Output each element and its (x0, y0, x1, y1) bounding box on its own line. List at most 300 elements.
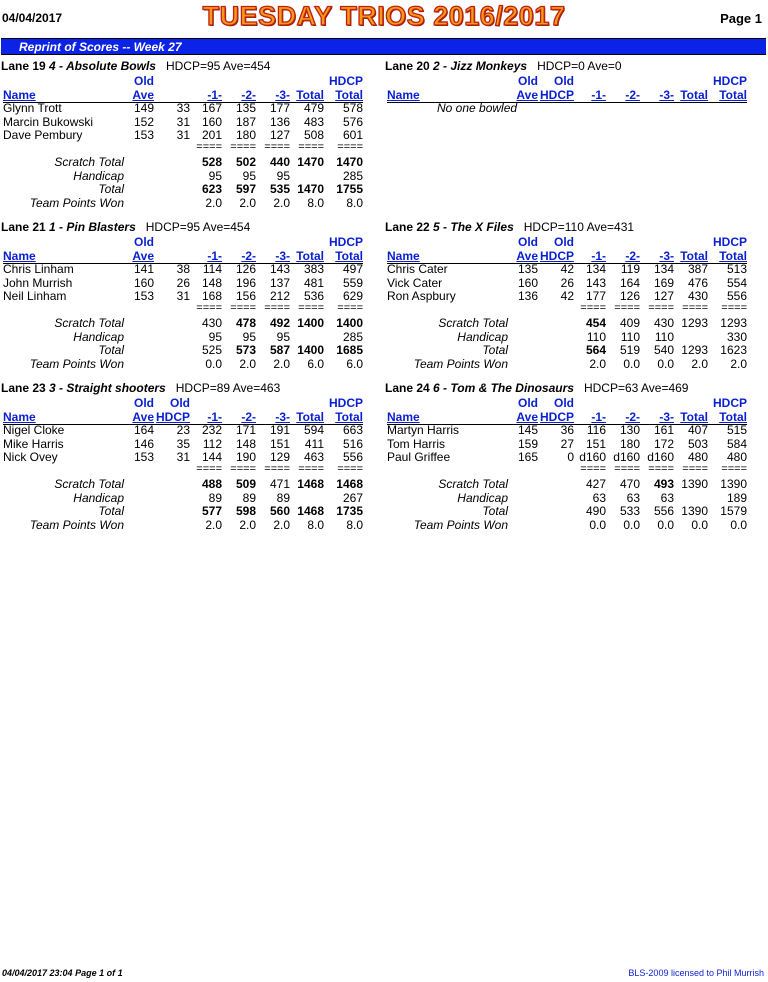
player-game1: 201 (201, 128, 222, 143)
double-rule: ==== (264, 463, 290, 475)
team-points-won-g2: 2.0 (239, 518, 256, 532)
player-name: Vick Cater (387, 275, 443, 290)
grand-total-label: Total (98, 182, 124, 196)
player-old-ave: 165 (517, 450, 538, 465)
double-rule: ==== (264, 302, 290, 314)
col-total-header: Total (296, 410, 324, 424)
grand-total-htotal: 1735 (336, 504, 363, 518)
grand-total-htotal: 1579 (720, 504, 747, 518)
player-game1: d160 (579, 450, 606, 465)
handicap-row-label: Handicap (457, 491, 508, 505)
team-points-won-g3: 2.0 (273, 518, 290, 532)
col-game3-header: -3- (275, 410, 290, 424)
team-points-won-g3: 2.0 (273, 357, 290, 371)
player-game3: 161 (653, 423, 674, 437)
col-game2-header: -2- (625, 410, 640, 424)
grand-total-total: 1293 (681, 343, 708, 357)
col-ave-header: Ave (132, 410, 154, 424)
player-old-hdcp: 31 (176, 450, 190, 465)
handicap-row-g3: 89 (276, 491, 290, 505)
player-name: Marcin Bukowski (3, 114, 94, 129)
col-total-header: Total (680, 88, 708, 102)
player-game1: 112 (202, 436, 222, 451)
grand-total-g1: 623 (201, 182, 222, 196)
team-name: 2 - Jizz Monkeys (433, 59, 528, 73)
player-hdcp-total: 515 (726, 423, 747, 437)
col-game2-header: -2- (625, 88, 640, 102)
player-name: Paul Griffee (387, 450, 451, 465)
footer-timestamp: 04/04/2017 23:04 Page 1 of 1 (2, 968, 123, 978)
col-ave-header: Ave (132, 88, 154, 102)
double-rule: ==== (580, 463, 606, 475)
grand-total-g3: 560 (269, 504, 290, 518)
scratch-total-total: 1293 (681, 316, 708, 330)
lane-block (1, 220, 381, 380)
player-game1: 168 (201, 289, 222, 304)
handicap-row-htotal: 285 (342, 169, 363, 183)
player-hdcp-total: 601 (342, 128, 363, 143)
grand-total-g2: 573 (235, 343, 256, 357)
double-rule: ==== (648, 463, 674, 475)
player-old-ave: 136 (517, 289, 538, 304)
col-game3-header: -3- (659, 410, 674, 424)
player-game3: 151 (269, 436, 290, 451)
col-old-ave-top: Old (518, 235, 538, 249)
player-game2: d160 (613, 450, 640, 465)
player-game1: 144 (201, 450, 222, 465)
player-game3: 127 (269, 128, 290, 143)
handicap-row-g1: 89 (208, 491, 222, 505)
player-hdcp-total: 554 (726, 275, 747, 290)
player-game2: 156 (235, 289, 256, 304)
col-hdcp-total-header: Total (335, 410, 363, 424)
team-name: 3 - Straight shooters (49, 381, 166, 395)
player-old-hdcp: 26 (176, 275, 190, 290)
player-old-hdcp: 42 (560, 262, 574, 276)
scratch-total-label: Scratch Total (438, 316, 508, 330)
col-game3-header: -3- (275, 249, 290, 263)
player-total: 479 (303, 101, 324, 115)
player-hdcp-total: 629 (342, 289, 363, 304)
col-hdcp-header: HDCP (155, 410, 190, 424)
page-number: Page 1 (720, 11, 762, 26)
handicap-row-g2: 110 (620, 330, 640, 344)
player-total: 383 (303, 262, 324, 276)
team-points-won-g3: 0.0 (657, 518, 674, 532)
grand-total-label: Total (98, 504, 124, 518)
grand-total-total: 1470 (297, 182, 324, 196)
col-game3-header: -3- (659, 88, 674, 102)
player-old-hdcp: 31 (176, 289, 190, 304)
handicap-row-g1: 95 (208, 330, 222, 344)
player-old-ave: 141 (133, 262, 154, 276)
player-game1: 143 (585, 275, 606, 290)
player-old-hdcp: 33 (176, 101, 190, 115)
player-game3: 127 (653, 289, 674, 304)
player-game3: 136 (269, 114, 290, 129)
grand-total-g3: 556 (653, 504, 674, 518)
grand-total-total: 1468 (297, 504, 324, 518)
col-hdcp-total-top: HDCP (712, 235, 747, 249)
grand-total-g2: 597 (235, 182, 256, 196)
double-rule: ==== (614, 302, 640, 314)
player-game3: 169 (653, 275, 674, 290)
player-hdcp-total: 513 (726, 262, 747, 276)
scratch-total-total: 1400 (297, 316, 324, 330)
player-game1: 134 (585, 262, 606, 276)
col-game2-header: -2- (241, 88, 256, 102)
col-game1-header: -1- (207, 410, 222, 424)
handicap-row-g1: 110 (586, 330, 606, 344)
handicap-row-g3: 63 (660, 491, 674, 505)
double-rule: ==== (648, 302, 674, 314)
handicap-row-htotal: 285 (342, 330, 363, 344)
col-name-header: Name (3, 410, 36, 424)
scratch-total-label: Scratch Total (54, 477, 124, 491)
player-game1: 148 (201, 275, 222, 290)
team-points-won-label: Team Points Won (413, 357, 508, 371)
col-game1-header: -1- (591, 410, 606, 424)
col-ave-header: Ave (516, 88, 538, 102)
lane-header (385, 59, 622, 73)
team-points-won-g1: 2.0 (205, 518, 222, 532)
player-game1: 167 (201, 101, 222, 115)
player-name: Ron Aspbury (387, 289, 456, 304)
player-total: 407 (687, 423, 708, 437)
no-bowlers-note: No one bowled (437, 101, 518, 115)
team-points-won-total: 8.0 (307, 518, 324, 532)
handicap-row-g1: 63 (592, 491, 606, 505)
lane-header (1, 381, 280, 395)
col-hdcp-total-header: Total (719, 249, 747, 263)
grand-total-g2: 598 (235, 504, 256, 518)
player-name: Neil Linham (3, 289, 67, 304)
col-ave-header: Ave (516, 410, 538, 424)
player-game1: 114 (202, 262, 222, 276)
col-old-ave-top: Old (134, 396, 154, 410)
scratch-total-g3: 430 (653, 316, 674, 330)
scratch-total-total: 1468 (297, 477, 324, 491)
team-points-won-g1: 0.0 (205, 357, 222, 371)
scratch-total-g3: 493 (653, 477, 674, 491)
player-total: 481 (303, 275, 324, 290)
double-rule: ==== (230, 302, 256, 314)
col-name-header: Name (3, 249, 36, 263)
col-hdcp-total-header: Total (719, 410, 747, 424)
team-hdcp-ave: HDCP=110 Ave=431 (523, 220, 635, 234)
team-points-won-label: Team Points Won (413, 518, 508, 532)
player-old-ave: 160 (517, 275, 538, 290)
player-old-hdcp: 23 (176, 423, 190, 437)
double-rule: ==== (230, 141, 256, 153)
player-hdcp-total: 556 (342, 450, 363, 465)
lane-number: Lane 24 (385, 381, 430, 395)
player-old-ave: 153 (133, 450, 154, 465)
handicap-row-g3: 95 (276, 169, 290, 183)
scratch-total-htotal: 1390 (720, 477, 747, 491)
handicap-row-htotal: 267 (342, 491, 363, 505)
player-old-ave: 135 (517, 262, 538, 276)
handicap-row-label: Handicap (457, 330, 508, 344)
player-name: Dave Pembury (3, 128, 83, 143)
lane-header (1, 220, 250, 234)
player-game3: 191 (269, 423, 290, 437)
player-total: 411 (304, 436, 324, 451)
player-game3: 137 (269, 275, 290, 290)
footer-license: BLS-2009 licensed to Phil Murrish (628, 968, 764, 978)
scratch-total-htotal: 1293 (720, 316, 747, 330)
team-points-won-g1: 2.0 (589, 357, 606, 371)
grand-total-htotal: 1623 (720, 343, 747, 357)
scratch-total-g2: 409 (619, 316, 640, 330)
scratch-total-htotal: 1468 (336, 477, 363, 491)
scratch-total-g1: 454 (585, 316, 606, 330)
player-game3: d160 (647, 450, 674, 465)
col-old-hdcp-top: Old (554, 74, 574, 88)
lane-block (1, 59, 381, 219)
grand-total-label: Total (482, 504, 508, 518)
grand-total-g1: 564 (585, 343, 606, 357)
grand-total-htotal: 1685 (336, 343, 363, 357)
col-hdcp-total-top: HDCP (328, 396, 363, 410)
player-game2: 148 (235, 436, 256, 451)
lane-header (385, 220, 634, 234)
player-old-ave: 159 (517, 436, 538, 451)
double-rule: ==== (196, 141, 222, 153)
player-old-ave: 149 (133, 101, 154, 115)
team-points-won-g2: 0.0 (623, 357, 640, 371)
col-game1-header: -1- (591, 249, 606, 263)
player-game1: 232 (201, 423, 222, 437)
team-points-won-htotal: 0.0 (730, 518, 747, 532)
col-game1-header: -1- (207, 249, 222, 263)
double-rule: ==== (337, 141, 363, 153)
col-name-header: Name (387, 88, 420, 102)
team-points-won-htotal: 6.0 (346, 357, 363, 371)
team-points-won-htotal: 8.0 (346, 518, 363, 532)
double-rule: ==== (614, 463, 640, 475)
player-game3: 212 (269, 289, 290, 304)
handicap-row-g3: 110 (654, 330, 674, 344)
handicap-row-htotal: 189 (726, 491, 747, 505)
double-rule: ==== (580, 302, 606, 314)
double-rule: ==== (196, 463, 222, 475)
team-points-won-htotal: 2.0 (730, 357, 747, 371)
player-total: 536 (303, 289, 324, 304)
lane-header (385, 381, 688, 395)
player-game1: 151 (585, 436, 606, 451)
team-points-won-g2: 2.0 (239, 357, 256, 371)
player-hdcp-total: 663 (342, 423, 363, 437)
player-old-hdcp: 31 (176, 114, 190, 129)
col-hdcp-total-header: Total (335, 249, 363, 263)
player-name: John Murrish (3, 275, 73, 290)
double-rule: ==== (682, 463, 708, 475)
player-hdcp-total: 556 (726, 289, 747, 304)
player-game3: 172 (653, 436, 674, 451)
double-rule: ==== (298, 141, 324, 153)
scratch-total-g1: 430 (201, 316, 222, 330)
scratch-total-g2: 478 (235, 316, 256, 330)
col-hdcp-header: HDCP (539, 249, 574, 263)
col-old-ave-top: Old (134, 235, 154, 249)
player-total: 483 (303, 114, 324, 129)
player-old-hdcp: 38 (176, 262, 190, 276)
player-name: Nick Ovey (3, 450, 58, 465)
player-hdcp-total: 516 (342, 436, 363, 451)
grand-total-g1: 577 (201, 504, 222, 518)
team-hdcp-ave: HDCP=63 Ave=469 (583, 381, 689, 395)
player-old-ave: 153 (133, 289, 154, 304)
team-points-won-g3: 0.0 (657, 357, 674, 371)
grand-total-label: Total (98, 343, 124, 357)
lane-block (385, 59, 765, 219)
player-game2: 164 (619, 275, 640, 290)
col-name-header: Name (3, 88, 36, 102)
col-hdcp-header: HDCP (539, 88, 574, 102)
handicap-row-g1: 95 (208, 169, 222, 183)
player-hdcp-total: 497 (342, 262, 363, 276)
scratch-total-g3: 471 (269, 477, 290, 491)
col-old-hdcp-top: Old (554, 235, 574, 249)
grand-total-g1: 490 (585, 504, 606, 518)
team-name: 6 - Tom & The Dinosaurs (433, 381, 574, 395)
double-rule: ==== (721, 463, 747, 475)
grand-total-g1: 525 (201, 343, 222, 357)
scratch-total-total: 1390 (681, 477, 708, 491)
col-ave-header: Ave (516, 249, 538, 263)
grand-total-label: Total (482, 343, 508, 357)
team-points-won-g2: 0.0 (623, 518, 640, 532)
scratch-total-g2: 502 (235, 155, 256, 169)
player-old-hdcp: 35 (176, 436, 190, 451)
double-rule: ==== (264, 141, 290, 153)
scratch-total-label: Scratch Total (54, 155, 124, 169)
col-total-header: Total (296, 249, 324, 263)
lane-block (1, 381, 381, 541)
double-rule: ==== (196, 302, 222, 314)
col-name-header: Name (387, 410, 420, 424)
player-game3: 134 (653, 262, 674, 276)
lane-number: Lane 19 (1, 59, 46, 73)
team-name: 5 - The X Files (433, 220, 514, 234)
player-old-hdcp: 0 (567, 450, 574, 465)
player-old-ave: 164 (133, 423, 154, 437)
scratch-total-htotal: 1400 (336, 316, 363, 330)
col-total-header: Total (680, 249, 708, 263)
team-hdcp-ave: HDCP=0 Ave=0 (537, 59, 622, 73)
player-old-ave: 153 (133, 128, 154, 143)
grand-total-g3: 587 (269, 343, 290, 357)
scratch-total-g1: 427 (585, 477, 606, 491)
player-game2: 126 (235, 262, 256, 276)
lane-header (1, 59, 270, 73)
double-rule: ==== (337, 302, 363, 314)
double-rule: ==== (721, 302, 747, 314)
player-game2: 187 (235, 114, 256, 129)
player-total: 508 (303, 128, 324, 143)
scratch-total-g3: 492 (269, 316, 290, 330)
player-game2: 196 (235, 275, 256, 290)
team-points-won-total: 6.0 (307, 357, 324, 371)
col-old-hdcp-top: Old (170, 396, 190, 410)
team-points-won-label: Team Points Won (29, 518, 124, 532)
handicap-row-label: Handicap (73, 169, 124, 183)
lane-block (385, 220, 765, 380)
team-points-won-g2: 2.0 (239, 196, 256, 210)
team-points-won-label: Team Points Won (29, 357, 124, 371)
col-hdcp-total-header: Total (719, 88, 747, 102)
handicap-row-g2: 63 (626, 491, 640, 505)
col-game3-header: -3- (659, 249, 674, 263)
team-name: 4 - Absolute Bowls (49, 59, 156, 73)
team-points-won-total: 8.0 (307, 196, 324, 210)
player-game2: 190 (235, 450, 256, 465)
player-total: 594 (303, 423, 324, 437)
double-rule: ==== (298, 302, 324, 314)
player-old-hdcp: 36 (560, 423, 574, 437)
col-old-ave-top: Old (518, 74, 538, 88)
player-old-ave: 160 (133, 275, 154, 290)
col-hdcp-header: HDCP (539, 410, 574, 424)
player-old-ave: 145 (517, 423, 538, 437)
player-total: 463 (303, 450, 324, 465)
col-old-ave-top: Old (134, 74, 154, 88)
player-game1: 160 (201, 114, 222, 129)
col-game1-header: -1- (591, 88, 606, 102)
scratch-total-g3: 440 (269, 155, 290, 169)
team-hdcp-ave: HDCP=95 Ave=454 (165, 59, 271, 73)
scratch-total-label: Scratch Total (54, 316, 124, 330)
col-hdcp-total-top: HDCP (712, 74, 747, 88)
player-game3: 177 (269, 101, 290, 115)
col-game3-header: -3- (275, 88, 290, 102)
report-banner: Reprint of Scores -- Week 27 (1, 38, 766, 55)
player-old-hdcp: 31 (176, 128, 190, 143)
player-game2: 180 (619, 436, 640, 451)
handicap-row-label: Handicap (73, 491, 124, 505)
lane-number: Lane 22 (385, 220, 430, 234)
scratch-total-label: Scratch Total (438, 477, 508, 491)
player-total: 387 (687, 262, 708, 276)
player-game2: 130 (619, 423, 640, 437)
player-game2: 126 (619, 289, 640, 304)
player-game3: 129 (269, 450, 290, 465)
handicap-row-g3: 95 (276, 330, 290, 344)
col-total-header: Total (680, 410, 708, 424)
grand-total-g2: 519 (619, 343, 640, 357)
report-date: 04/04/2017 (2, 11, 63, 25)
col-game2-header: -2- (241, 249, 256, 263)
col-ave-header: Ave (132, 249, 154, 263)
player-name: Nigel Cloke (3, 423, 65, 437)
scratch-total-g1: 488 (201, 477, 222, 491)
player-game2: 180 (235, 128, 256, 143)
player-game2: 119 (620, 262, 640, 276)
col-name-header: Name (387, 249, 420, 263)
double-rule: ==== (337, 463, 363, 475)
lane-number: Lane 21 (1, 220, 46, 234)
lane-block (385, 381, 765, 541)
col-hdcp-total-header: Total (335, 88, 363, 102)
double-rule: ==== (682, 302, 708, 314)
player-name: Martyn Harris (387, 423, 460, 437)
grand-total-total: 1400 (297, 343, 324, 357)
team-name: 1 - Pin Blasters (49, 220, 136, 234)
team-points-won-g1: 2.0 (205, 196, 222, 210)
grand-total-g2: 533 (619, 504, 640, 518)
team-hdcp-ave: HDCP=89 Ave=463 (175, 381, 281, 395)
